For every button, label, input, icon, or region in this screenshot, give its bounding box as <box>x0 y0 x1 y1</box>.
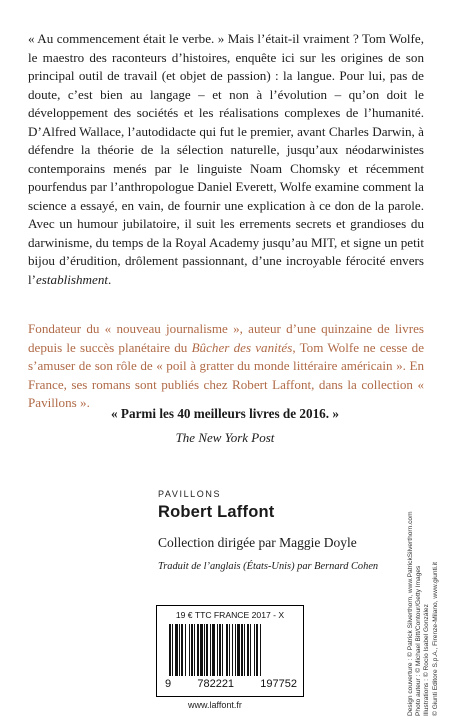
barcode-image <box>167 624 295 678</box>
barcode-bar <box>191 624 193 676</box>
barcode-bar <box>175 624 178 676</box>
barcode-bar <box>260 624 261 676</box>
book-summary <box>28 30 424 289</box>
barcode-bar <box>241 624 243 676</box>
press-quote: « Parmi les 40 meilleurs livres de 2016. » <box>111 406 339 421</box>
barcode-bar <box>181 624 183 676</box>
credit-line: Illustrations : © Rocío Isabel González <box>423 604 431 716</box>
summary-end: . <box>108 271 112 287</box>
barcode-bar <box>247 624 249 676</box>
barcode-bar <box>210 624 211 676</box>
barcode-bar <box>254 624 255 676</box>
barcode-bar <box>226 624 228 676</box>
barcode-bar <box>232 624 233 676</box>
barcode-bar <box>172 624 173 676</box>
bio-book-title: Bûcher des vanités <box>191 339 293 355</box>
barcode-bar <box>189 624 190 676</box>
image-credits <box>407 476 440 716</box>
bio-text-1: Fondateur du « nouveau journalisme », auteur d’une quinzaine de livres depuis le succès planétaire du <box>28 321 424 355</box>
isbn-digits <box>165 678 297 690</box>
summary-text: « Au commencement était le verbe. » Mais l’était-il vraiment ? Tom Wolfe, le maestro des raconteurs d’histoires, enquête ici sur les origines de son principal outil de travail (et objet de passion) : la langue. Pour lui, pas de doute, c’est bien au langage – et non à l’évolution – qu’on doit le développement des sociétés et les réalisations complexes de l’humanité. D’Alfred Wallace, l’autodidacte qui fut le premier, avant Charles Darwin, à défendre la théorie de la sélection naturelle, jusqu’aux néodarwinistes contemporains menés par le linguiste Noam Chomsky et récemment pourfendus par l’anthropologue Daniel Everett, Wolfe examine comment la science a essayé, en vain, de fournir une explication à ce don de la parole. Avec un humour jubilatoire, il suit les errements secrets et grandioses du darwinisme, du temps de la Royal Academy jusqu’au MIT, et signe un petit bijou d’érudition, drôlement passionnant, d’une incroyable férocité envers l’ <box>28 31 424 287</box>
barcode-bar <box>235 624 236 676</box>
credit-line: © Giunti Editore S.p.A., Firenze-Milano, www.giunti.it <box>431 561 439 716</box>
price-label: 19 € TTC FRANCE 2017 - X <box>175 610 285 620</box>
credit-line: Photo auteur : © Michael Bitt/Contour/Getty Images <box>415 565 423 716</box>
barcode-bar <box>169 624 171 676</box>
press-quote-source: The New York Post <box>175 430 275 445</box>
author-bio <box>28 320 424 413</box>
barcode-bar <box>200 624 203 676</box>
summary-italic: establishment <box>36 271 109 287</box>
barcode-bar <box>212 624 215 676</box>
barcode-bar <box>185 624 186 676</box>
credit-line: Design couverture : © Patrick Silverthorn, www.PatrickSilverthorn.com <box>407 511 414 716</box>
isbn-digit-prefix: 9 <box>165 678 172 690</box>
publisher-website: www.laffont.fr <box>188 700 242 710</box>
barcode-bar <box>179 624 180 676</box>
translator-credit: Traduit de l’anglais (États-Unis) par Bernard Cohen <box>158 561 379 572</box>
barcode-bar <box>244 624 245 676</box>
barcode-bar <box>222 624 223 676</box>
barcode-bar <box>250 624 251 676</box>
barcode-bar <box>194 624 195 676</box>
barcode-bar <box>217 624 218 676</box>
barcode-bar <box>219 624 221 676</box>
bio-text-2: , Tom Wolfe ne cesse de s’amuser de son rôle de « poil à gratter du monde littéraire américain ». En France, ses romans sont publiés chez Robert Laffont, dans la collection « Pavillons ». <box>28 339 425 410</box>
barcode-bar <box>229 624 230 676</box>
barcode-bar <box>204 624 205 676</box>
barcode-bar <box>197 624 199 676</box>
isbn-digit-group-2: 197752 <box>260 678 297 690</box>
barcode-bar <box>256 624 258 676</box>
collection-director: Collection dirigée par Maggie Doyle <box>158 535 357 550</box>
collection-name: PAVILLONS <box>158 489 222 499</box>
barcode-block <box>156 605 304 697</box>
publisher-logo: Robert Laffont <box>158 503 275 521</box>
isbn-digit-group-1: 782221 <box>197 678 235 690</box>
barcode-bar <box>206 624 208 676</box>
barcode-bar <box>237 624 240 676</box>
